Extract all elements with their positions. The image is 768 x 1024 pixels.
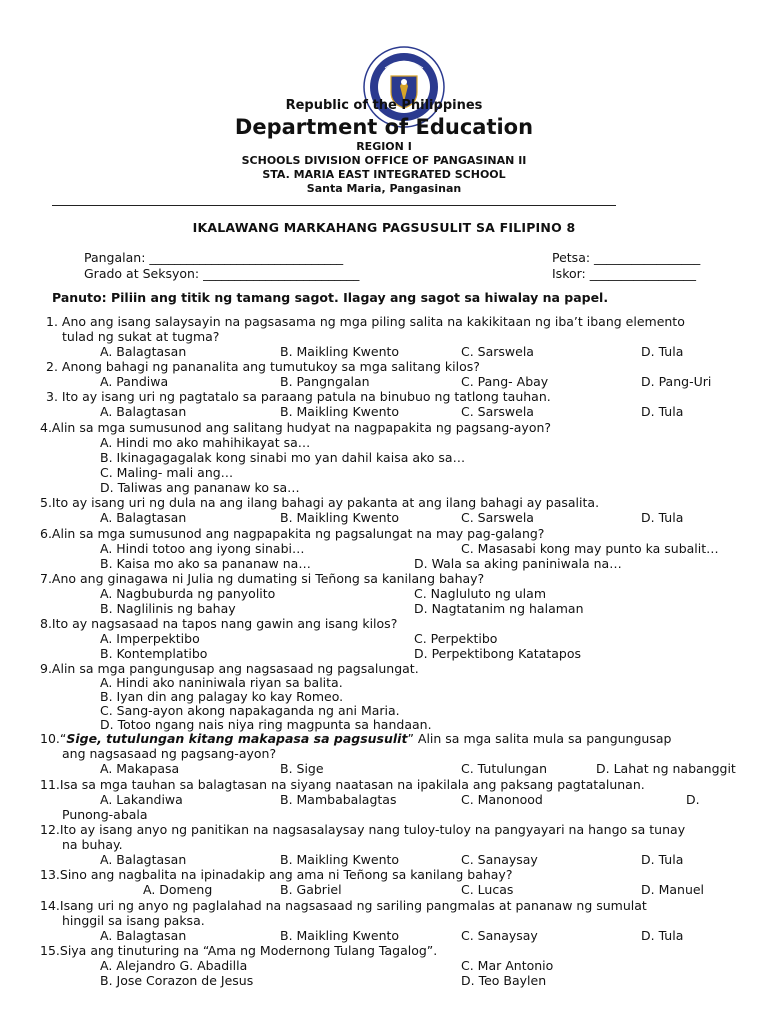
q2-option-a[interactable]: A. Pandiwa (100, 374, 169, 389)
question-3: 3. Ito ay isang uri ng pagtatalo sa paraang patula na binubuo ng tatlong tauhan. (46, 389, 551, 404)
q1-option-a[interactable]: A. Balagtasan (100, 344, 187, 359)
q4-option-a[interactable]: A. Hindi mo ako mahihikayat sa… (100, 435, 311, 450)
q4-option-c[interactable]: C. Maling- mali ang… (100, 465, 234, 480)
q2-option-b[interactable]: B. Pangngalan (280, 374, 370, 389)
q10-option-d[interactable]: D. Lahat ng nabanggit (596, 761, 736, 776)
q12-option-c[interactable]: C. Sanaysay (461, 852, 538, 867)
header-region: REGION I (356, 140, 412, 153)
q7-option-a[interactable]: A. Nagbuburda ng panyolito (100, 586, 276, 601)
question-12: 12.Ito ay isang anyo ng panitikan na nagsasalaysay nang tuloy-tuloy na pangyayari na hango sa tunay (40, 822, 686, 837)
header-department: Department of Education (234, 115, 534, 139)
header-school: STA. MARIA EAST INTEGRATED SCHOOL (262, 168, 506, 181)
q3-option-c[interactable]: C. Sarswela (461, 404, 534, 419)
q6-option-d[interactable]: D. Wala sa aking paniniwala na… (414, 556, 622, 571)
q7-option-d[interactable]: D. Nagtatanim ng halaman (414, 601, 584, 616)
q2-option-d[interactable]: D. Pang-Uri (641, 374, 712, 389)
grade-section-field[interactable]: Grado at Seksyon: _________________________ (84, 266, 360, 281)
q13-option-c[interactable]: C. Lucas (461, 882, 514, 897)
q4-option-b[interactable]: B. Ikinagagagalak kong sinabi mo yan dahil kaisa ako sa… (100, 450, 466, 465)
q9-option-c[interactable]: C. Sang-ayon akong napakaganda ng ani Maria. (100, 703, 400, 718)
q4-option-d[interactable]: D. Taliwas ang pananaw ko sa… (100, 480, 300, 495)
q7-option-c[interactable]: C. Nagluluto ng ulam (414, 586, 546, 601)
question-12-cont: na buhay. (62, 837, 123, 852)
question-7: 7.Ano ang ginagawa ni Julia ng dumating si Teñong sa kanilang bahay? (40, 571, 485, 586)
header-location: Santa Maria, Pangasinan (306, 182, 462, 195)
instructions: Panuto: Piliin ang titik ng tamang sagot. Ilagay ang sagot sa hiwalay na papel. (52, 290, 609, 305)
date-field[interactable]: Petsa: _________________ (552, 250, 701, 265)
question-11: 11.Isa sa mga tauhan sa balagtasan na siyang naatasan na ipakilala ang paksang pagtatalunan. (40, 777, 645, 792)
q11-option-d-text[interactable]: Punong-abala (62, 807, 148, 822)
q9-option-b[interactable]: B. Iyan din ang palagay ko kay Romeo. (100, 689, 344, 704)
question-14: 14.Isang uri ng anyo ng paglalahad na nagsasaad ng sariling pangmalas at pananaw ng sumulat (40, 898, 647, 913)
question-13: 13.Sino ang nagbalita na ipinadakip ang ama ni Teñong sa kanilang bahay? (40, 867, 513, 882)
q11-option-b[interactable]: B. Mambabalagtas (280, 792, 397, 807)
header-divider (52, 205, 616, 206)
question-4: 4.Alin sa mga sumusunod ang salitang hudyat na nagpapakita ng pagsang-ayon? (40, 420, 552, 435)
q11-option-a[interactable]: A. Lakandiwa (100, 792, 183, 807)
q9-option-a[interactable]: A. Hindi ako naniniwala riyan sa balita. (100, 675, 343, 690)
q5-option-d[interactable]: D. Tula (641, 510, 684, 525)
name-field[interactable]: Pangalan: _______________________________ (84, 250, 344, 265)
q15-option-c[interactable]: C. Mar Antonio (461, 958, 554, 973)
score-field[interactable]: Iskor: _________________ (552, 266, 696, 281)
q7-option-b[interactable]: B. Naglilinis ng bahay (100, 601, 236, 616)
q5-option-c[interactable]: C. Sarswela (461, 510, 534, 525)
question-6: 6.Alin sa mga sumusunod ang nagpapakita ng pagsalungat na may pag-galang? (40, 526, 545, 541)
question-10-cont: ang nagsasaad ng pagsang-ayon? (62, 746, 277, 761)
question-10: 10.“Sige, tutulungan kitang makapasa sa pagsusulit” Alin sa mga salita mula sa pangungusap (40, 731, 672, 746)
header-republic: Republic of the Philippines (285, 98, 483, 113)
question-10-quote: Sige, tutulungan kitang makapasa sa pagsusulit (66, 731, 408, 746)
q14-option-a[interactable]: A. Balagtasan (100, 928, 187, 943)
exam-title: IKALAWANG MARKAHANG PAGSUSULIT SA FILIPINO 8 (192, 220, 576, 235)
q10-option-c[interactable]: C. Tutulungan (461, 761, 547, 776)
question-2: 2. Anong bahagi ng pananalita ang tumutukoy sa mga salitang kilos? (46, 359, 480, 374)
q6-option-c[interactable]: C. Masasabi kong may punto ka subalit… (461, 541, 719, 556)
q15-option-b[interactable]: B. Jose Corazon de Jesus (100, 973, 254, 988)
q12-option-b[interactable]: B. Maikling Kwento (280, 852, 400, 867)
q3-option-b[interactable]: B. Maikling Kwento (280, 404, 400, 419)
q11-option-c[interactable]: C. Manonood (461, 792, 543, 807)
q6-option-a[interactable]: A. Hindi totoo ang iyong sinabi… (100, 541, 305, 556)
question-15: 15.Siya ang tinuturing na “Ama ng Modernong Tulang Tagalog”. (40, 943, 438, 958)
q12-option-d[interactable]: D. Tula (641, 852, 684, 867)
q8-option-b[interactable]: B. Kontemplatibo (100, 646, 208, 661)
q8-option-c[interactable]: C. Perpektibo (414, 631, 498, 646)
q1-option-b[interactable]: B. Maikling Kwento (280, 344, 400, 359)
question-8: 8.Ito ay nagsasaad na tapos nang gawin ang isang kilos? (40, 616, 398, 631)
q1-option-d[interactable]: D. Tula (641, 344, 684, 359)
question-1-cont: tulad ng sukat at tugma? (62, 329, 220, 344)
q6-option-b[interactable]: B. Kaisa mo ako sa pananaw na… (100, 556, 311, 571)
q8-option-d[interactable]: D. Perpektibong Katatapos (414, 646, 581, 661)
question-1: 1. Ano ang isang salaysayin na pagsasama ng mga piling salita na kakikitaan ng iba’t ibang elemento (46, 314, 685, 329)
q10-option-b[interactable]: B. Sige (280, 761, 324, 776)
q15-option-d[interactable]: D. Teo Baylen (461, 973, 547, 988)
q1-option-c[interactable]: C. Sarswela (461, 344, 534, 359)
q9-option-d[interactable]: D. Totoo ngang nais niya ring magpunta sa handaan. (100, 717, 432, 732)
question-5: 5.Ito ay isang uri ng dula na ang ilang bahagi ay pakanta at ang ilang bahagi ay pasalita. (40, 495, 600, 510)
q3-option-a[interactable]: A. Balagtasan (100, 404, 187, 419)
q14-option-b[interactable]: B. Maikling Kwento (280, 928, 400, 943)
q13-option-d[interactable]: D. Manuel (641, 882, 705, 897)
q12-option-a[interactable]: A. Balagtasan (100, 852, 187, 867)
q13-option-a[interactable]: A. Domeng (143, 882, 213, 897)
q15-option-a[interactable]: A. Alejandro G. Abadilla (100, 958, 248, 973)
q13-option-b[interactable]: B. Gabriel (280, 882, 342, 897)
q3-option-d[interactable]: D. Tula (641, 404, 684, 419)
q14-option-c[interactable]: C. Sanaysay (461, 928, 538, 943)
q14-option-d[interactable]: D. Tula (641, 928, 684, 943)
q5-option-a[interactable]: A. Balagtasan (100, 510, 187, 525)
header-division: SCHOOLS DIVISION OFFICE OF PANGASINAN II (241, 154, 527, 167)
q8-option-a[interactable]: A. Imperpektibo (100, 631, 200, 646)
q11-option-d[interactable]: D. (686, 792, 700, 807)
q2-option-c[interactable]: C. Pang- Abay (461, 374, 549, 389)
question-9: 9.Alin sa mga pangungusap ang nagsasaad ng pagsalungat. (40, 661, 419, 676)
q5-option-b[interactable]: B. Maikling Kwento (280, 510, 400, 525)
q10-option-a[interactable]: A. Makapasa (100, 761, 180, 776)
question-14-cont: hinggil sa isang paksa. (62, 913, 205, 928)
